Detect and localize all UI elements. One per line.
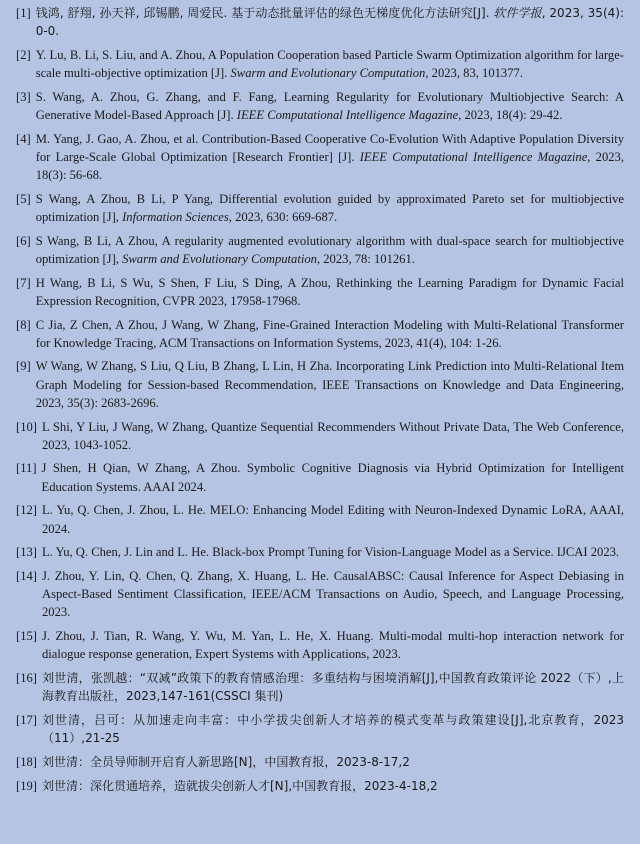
- reference-details: , 2023, 35(4): 0-0.: [35, 6, 624, 39]
- reference-number: [3]: [16, 89, 31, 104]
- reference-number: [11]: [16, 461, 37, 476]
- reference-text: [42, 567, 624, 622]
- reference-number: [16]: [16, 671, 37, 685]
- reference-text: [36, 4, 624, 40]
- reference-venue: 软件学报: [493, 6, 542, 20]
- reference-citation: J Shen, H Qian, W Zhang, A Zhou. Symbolic Cognitive Diagnosis via Hybrid Optimization for Intelligent Education Systems. AAAI 2024.: [41, 461, 624, 494]
- reference-venue: Information Sciences: [122, 210, 229, 225]
- reference-venue: IEEE Computational Intelligence Magazine: [359, 149, 588, 164]
- reference-number: [8]: [16, 317, 31, 332]
- reference-number: [19]: [16, 778, 37, 793]
- reference-citation: W Wang, W Zhang, S Liu, Q Liu, B Zhang, L Lin, H Zha. Incorporating Link Prediction into Multi-Relational Item Graph Modeling for Session-based Recommendation, IEEE Transactions on Knowledge and Data Engineering, 2023, 35(3): 2683-2696.: [35, 359, 624, 410]
- reference-details: , 2023, 18(4): 29-42.: [458, 108, 563, 123]
- reference-text: [42, 669, 624, 705]
- reference-item: [16, 627, 624, 663]
- reference-item: [16, 316, 624, 352]
- reference-item: [16, 543, 624, 561]
- reference-citation: M. Yang, J. Gao, A. Zhou, et al. Contribution-Based Cooperative Co-Evolution With Adaptive Population Diversity for Large-Scale Global Optimization [Research Frontier] [J].: [35, 131, 624, 164]
- reference-text: [42, 777, 624, 795]
- reference-citation: S Wang, B Li, A Zhou, A regularity augmented evolutionary algorithm with dual-space search for multiobjective optimization [J],: [35, 233, 624, 266]
- reference-citation: H Wang, B Li, S Wu, S Shen, F Liu, S Ding, A Zhou, Rethinking the Learning Paradigm for Dynamic Facial Expression Recognition, CVPR 2023, 17958-17968.: [35, 275, 624, 308]
- reference-text: [36, 357, 624, 412]
- reference-citation: L Shi, Y Liu, J Wang, W Zhang, Quantize Sequential Recommenders Without Private Data, The Web Conference, 2023, 1043-1052.: [41, 419, 624, 452]
- reference-item: [16, 753, 624, 771]
- reference-text: [42, 459, 624, 495]
- reference-text: [42, 501, 624, 537]
- reference-number: [13]: [16, 545, 37, 560]
- reference-citation: L. Yu, Q. Chen, J. Zhou, L. He. MELO: Enhancing Model Editing with Neuron-Indexed Dynamic LoRA, AAAI, 2024.: [41, 503, 624, 536]
- reference-number: [2]: [16, 47, 31, 62]
- reference-number: [10]: [16, 419, 37, 434]
- reference-text: [42, 543, 624, 561]
- reference-citation: J. Zhou, Y. Lin, Q. Chen, Q. Zhang, X. Huang, L. He. CausalABSC: Causal Inference for Aspect Debiasing in Aspect-Based Sentiment Classification, IEEE/ACM Transactions on Audio, Speech, and Language Processing, 2023.: [41, 568, 624, 620]
- reference-item: [16, 88, 624, 124]
- reference-item: [16, 357, 624, 412]
- reference-text: [36, 316, 624, 352]
- reference-number: [4]: [16, 131, 31, 146]
- reference-number: [18]: [16, 754, 37, 769]
- reference-citation: S Wang, A Zhou, B Li, P Yang, Differential evolution guided by approximated Pareto set for multiobjective optimization [J],: [35, 191, 624, 225]
- reference-citation: 刘世清，吕可：从加速走向丰富：中小学拔尖创新人才培养的模式变革与政策建设[J],北京教育，2023（11）,21-25: [41, 712, 624, 746]
- reference-citation: 刘世清：全员导师制开启育人新思路[N]，中国教育报，2023-8-17,2: [41, 754, 410, 769]
- reference-number: [9]: [16, 359, 31, 374]
- reference-citation: 刘世清，张凯越：“双减”政策下的教育情感治理：多重结构与困境消解[J],中国教育政策评论 2022（下）,上海教育出版社，2023,147-161(CSSCI 集刊): [41, 671, 624, 704]
- reference-number: [17]: [16, 712, 37, 727]
- reference-citation: Y. Lu, B. Li, S. Liu, and A. Zhou, A Population Cooperation based Particle Swarm Optimization algorithm for large-scale multi-objective optimization [J].: [35, 47, 624, 81]
- reference-text: [36, 274, 624, 310]
- reference-text: [42, 753, 624, 771]
- reference-venue: Swarm and Evolutionary Computation: [122, 251, 317, 266]
- reference-item: [16, 711, 624, 747]
- reference-details: , 2023, 78: 101261.: [316, 251, 415, 266]
- reference-citation: L. Yu, Q. Chen, J. Lin and L. He. Black-box Prompt Tuning for Vision-Language Model as a Service. IJCAI 2023.: [41, 545, 620, 560]
- reference-details: , 2023, 18(3): 56-68.: [35, 149, 624, 183]
- reference-item: [16, 669, 624, 705]
- reference-text: [36, 130, 624, 185]
- reference-item: [16, 4, 624, 40]
- reference-text: [42, 627, 624, 663]
- reference-text: [36, 88, 624, 124]
- reference-number: [1]: [16, 6, 31, 20]
- reference-item: [16, 777, 624, 795]
- reference-citation: S. Wang, A. Zhou, G. Zhang, and F. Fang, Learning Regularity for Evolutionary Multiobjective Search: A Generative Model-Based Approach [J].: [35, 89, 624, 123]
- reference-text: [42, 711, 624, 747]
- reference-number: [6]: [16, 233, 31, 248]
- reference-item: [16, 46, 624, 82]
- reference-citation: 钱鸿, 舒翔, 孙天祥, 邱锡鹏, 周爱民. 基于动态批量评估的绿色无梯度优化方法研究[J].: [35, 6, 494, 20]
- reference-number: [12]: [16, 503, 37, 518]
- reference-item: [16, 190, 624, 226]
- reference-item: [16, 459, 624, 495]
- reference-venue: IEEE Computational Intelligence Magazine: [236, 108, 459, 123]
- reference-citation: C Jia, Z Chen, A Zhou, J Wang, W Zhang, Fine-Grained Interaction Modeling with Multi-Relational Transformer for Knowledge Tracing, ACM Transactions on Information Systems, 2023, 41(4), 104: 1-26.: [35, 317, 624, 350]
- reference-citation: 刘世清：深化贯通培养，造就拔尖创新人才[N],中国教育报，2023-4-18,2: [41, 778, 438, 793]
- reference-item: [16, 274, 624, 310]
- reference-text: [42, 418, 624, 454]
- reference-item: [16, 130, 624, 185]
- reference-venue: Swarm and Evolutionary Computation: [230, 66, 426, 81]
- reference-details: , 2023, 83, 101377.: [425, 66, 523, 81]
- reference-text: [36, 232, 624, 268]
- reference-item: [16, 501, 624, 537]
- reference-text: [36, 46, 624, 82]
- reference-item: [16, 232, 624, 268]
- reference-number: [14]: [16, 568, 37, 583]
- reference-number: [5]: [16, 191, 31, 206]
- reference-details: , 2023, 630: 669-687.: [228, 210, 338, 225]
- reference-citation: J. Zhou, J. Tian, R. Wang, Y. Wu, M. Yan, L. He, X. Huang. Multi-modal multi-hop interaction network for dialogue response generation, Expert Systems with Applications, 2023.: [41, 629, 624, 662]
- reference-number: [15]: [16, 629, 37, 644]
- reference-number: [7]: [16, 275, 31, 290]
- reference-text: [36, 190, 624, 226]
- reference-item: [16, 567, 624, 622]
- reference-item: [16, 418, 624, 454]
